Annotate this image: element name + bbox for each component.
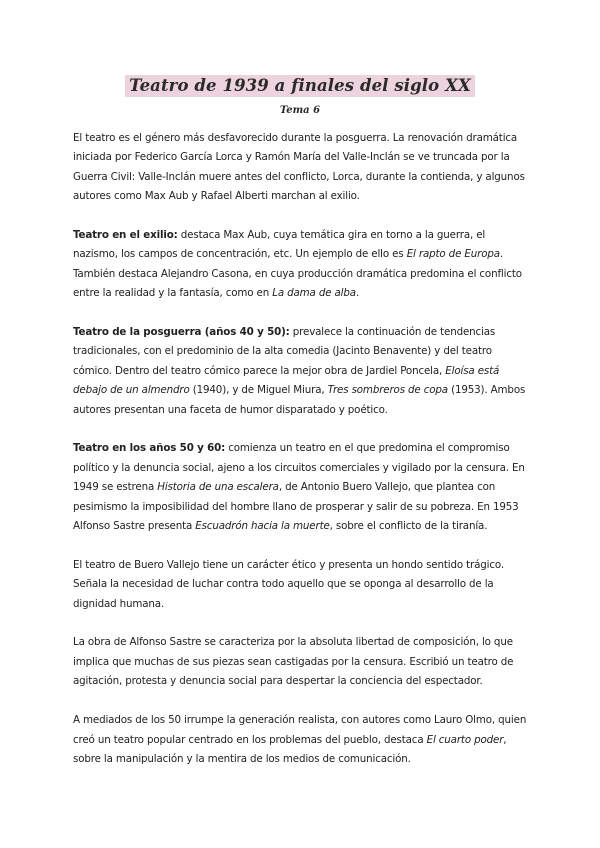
work-title: Escuadrón hacia la muerte — [195, 520, 330, 533]
paragraph-text: , de Antonio Buero Vallejo, que plantea con pesimismo la imposibilidad del hombre llano de prosperar y salir de su pobreza. En 1953 Alfonso Sastre presenta — [73, 481, 519, 533]
paragraph-text: prevalece la continuación de tendencias tradicionales, con el predominio de la alta comedia (Jacinto Benavente) y del teatro cómico. Dentro del teatro cómico parece la mejor obra de Jardiel Poncela, — [73, 326, 496, 377]
paragraph-text: A mediados de los 50 irrumpe la generación realista, con autores como Lauro Olmo, quien creó un teatro popular centrado en los problemas del pueblo, destaca — [73, 714, 527, 746]
document-body — [73, 129, 533, 789]
paragraph-text: . — [355, 287, 360, 300]
work-title: El cuarto poder — [426, 733, 504, 746]
section-heading-exilio: Teatro en el exilio: — [73, 229, 178, 242]
paragraph-50-60 — [73, 439, 533, 536]
paragraph-text: destaca Max Aub, cuya temática gira en torno a la guerra, el nazismo, los campos de concentración, etc. Un ejemplo de ello es — [73, 229, 486, 261]
subtitle-block — [0, 98, 600, 117]
paragraph-text: , sobre el conflicto de la tiranía. — [329, 520, 488, 533]
title-block — [0, 75, 600, 97]
paragraph-text: . También destaca Alejandro Casona, en cuya producción dramática predomina el conflicto entre la realidad y la fantasía, como en — [73, 248, 522, 300]
paragraph-buero-vallejo: El teatro de Buero Vallejo tiene un carácter ético y presenta un hondo sentido trágico. Señala la necesidad de luchar contra todo aquello que se oponga al desarrollo de la dignidad humana. — [73, 558, 504, 610]
paragraph-sastre: La obra de Alfonso Sastre se caracteriza por la absoluta libertad de composición, lo que implica que muchas de sus piezas sean castigadas por la censura. Escribió un teatro de agitación, protesta y denuncia social para despertar la conciencia del espectador. — [73, 636, 514, 688]
work-title: Eloísa está debajo de un almendro — [73, 364, 500, 397]
paragraph-intro: El teatro es el género más desfavorecido durante la posguerra. La renovación dramática iniciada por Federico García Lorca y Ramón María del Valle-Inclán se ve truncada por la Guerra Civil: Valle-Inclán muere antes del conflicto, Lorca, durante la contienda, y algunos autores como Max Aub y Rafael Alberti marchan al exilio. — [73, 132, 525, 203]
page-subtitle: Tema 6 — [279, 105, 321, 116]
page-title: Teatro de 1939 a finales del siglo XX — [125, 75, 475, 97]
section-heading-posguerra: Teatro de la posguerra (años 40 y 50): — [73, 326, 290, 339]
paragraph-posguerra — [73, 323, 533, 420]
section-heading-50-60: Teatro en los años 50 y 60: — [73, 442, 226, 455]
paragraph-text: (1953). Ambos autores presentan una faceta de humor disparatado y poético. — [73, 384, 526, 416]
paragraph-text: (1940), y de Miguel Miura, — [189, 384, 328, 397]
work-title: Historia de una escalera — [157, 481, 279, 494]
paragraph-text: comienza un teatro en el que predomina el compromiso político y la denuncia social, ajeno a los circuitos comerciales y vigilado por la censura. En 1949 se estrena — [73, 442, 525, 494]
work-title: La dama de alba — [272, 287, 356, 300]
work-title: El rapto de Europa — [406, 248, 500, 261]
paragraph-realista — [73, 711, 533, 769]
work-title: Tres sombreros de copa — [327, 384, 448, 397]
paragraph-text: , sobre la manipulación y la mentira de los medios de comunicación. — [73, 733, 507, 765]
paragraph-exilio — [73, 226, 533, 304]
